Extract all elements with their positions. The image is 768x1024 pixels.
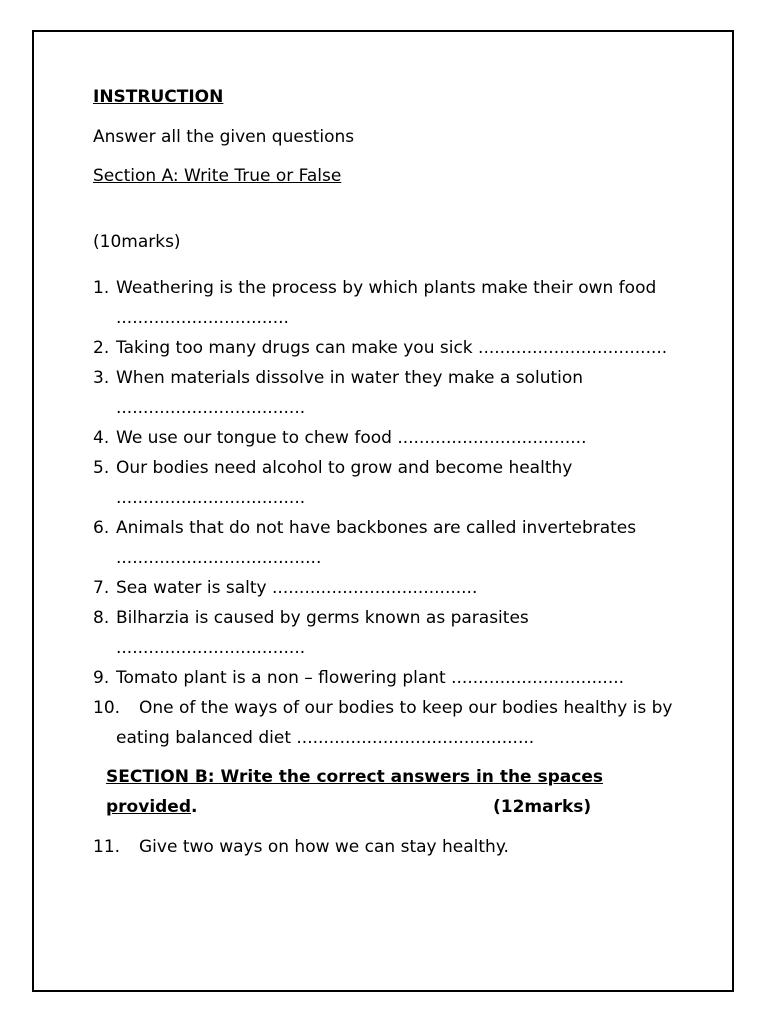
section-b-title bbox=[106, 762, 666, 822]
question-item bbox=[93, 333, 693, 363]
question-item bbox=[93, 513, 693, 573]
question-number: 9. bbox=[93, 668, 110, 688]
question-list bbox=[93, 273, 693, 753]
question-text: Tomato plant is a non – flowering plant ................................ bbox=[116, 668, 625, 688]
section-b-title-line1: SECTION B: Write the correct answers in the spaces bbox=[106, 767, 603, 787]
section-a-title: Section A: Write True or False bbox=[93, 166, 342, 186]
section-b-marks: (12marks) bbox=[493, 797, 592, 817]
question-text: Our bodies need alcohol to grow and become healthy ................................... bbox=[116, 458, 573, 508]
question-number: 11. bbox=[93, 837, 121, 857]
document-content bbox=[93, 86, 693, 862]
question-11 bbox=[93, 832, 693, 862]
instruction-text: Answer all the given questions bbox=[93, 127, 355, 147]
section-b-title-line2: provided bbox=[106, 797, 192, 817]
question-number: 10. bbox=[93, 698, 121, 718]
question-text: Weathering is the process by which plants make their own food ................................ bbox=[116, 278, 657, 328]
question-item bbox=[93, 423, 693, 453]
question-text: Sea water is salty ...................................... bbox=[116, 578, 478, 598]
question-item bbox=[93, 663, 693, 693]
question-item bbox=[93, 453, 693, 513]
question-number: 1. bbox=[93, 278, 110, 298]
question-item bbox=[93, 273, 693, 333]
question-text: One of the ways of our bodies to keep our bodies healthy is by eating balanced diet ............................................ bbox=[116, 698, 673, 748]
question-text: Bilharzia is caused by germs known as parasites ................................... bbox=[116, 608, 529, 658]
question-item bbox=[93, 573, 693, 603]
question-text: Animals that do not have backbones are called invertebrates ...................................... bbox=[116, 518, 637, 568]
question-item bbox=[93, 363, 693, 423]
question-number: 6. bbox=[93, 518, 110, 538]
question-number: 4. bbox=[93, 428, 110, 448]
question-text: Give two ways on how we can stay healthy. bbox=[139, 837, 509, 857]
section-a-marks: (10marks) bbox=[93, 232, 181, 252]
question-number: 7. bbox=[93, 578, 110, 598]
question-number: 8. bbox=[93, 608, 110, 628]
question-text: When materials dissolve in water they make a solution ................................... bbox=[116, 368, 584, 418]
question-text: We use our tongue to chew food ................................... bbox=[116, 428, 587, 448]
question-item bbox=[93, 693, 693, 753]
question-item bbox=[93, 603, 693, 663]
question-text: Taking too many drugs can make you sick ................................... bbox=[116, 338, 668, 358]
section-b-title-period: . bbox=[191, 797, 198, 817]
question-number: 2. bbox=[93, 338, 110, 358]
instruction-heading: INSTRUCTION bbox=[93, 87, 224, 107]
question-number: 3. bbox=[93, 368, 110, 388]
question-number: 5. bbox=[93, 458, 110, 478]
